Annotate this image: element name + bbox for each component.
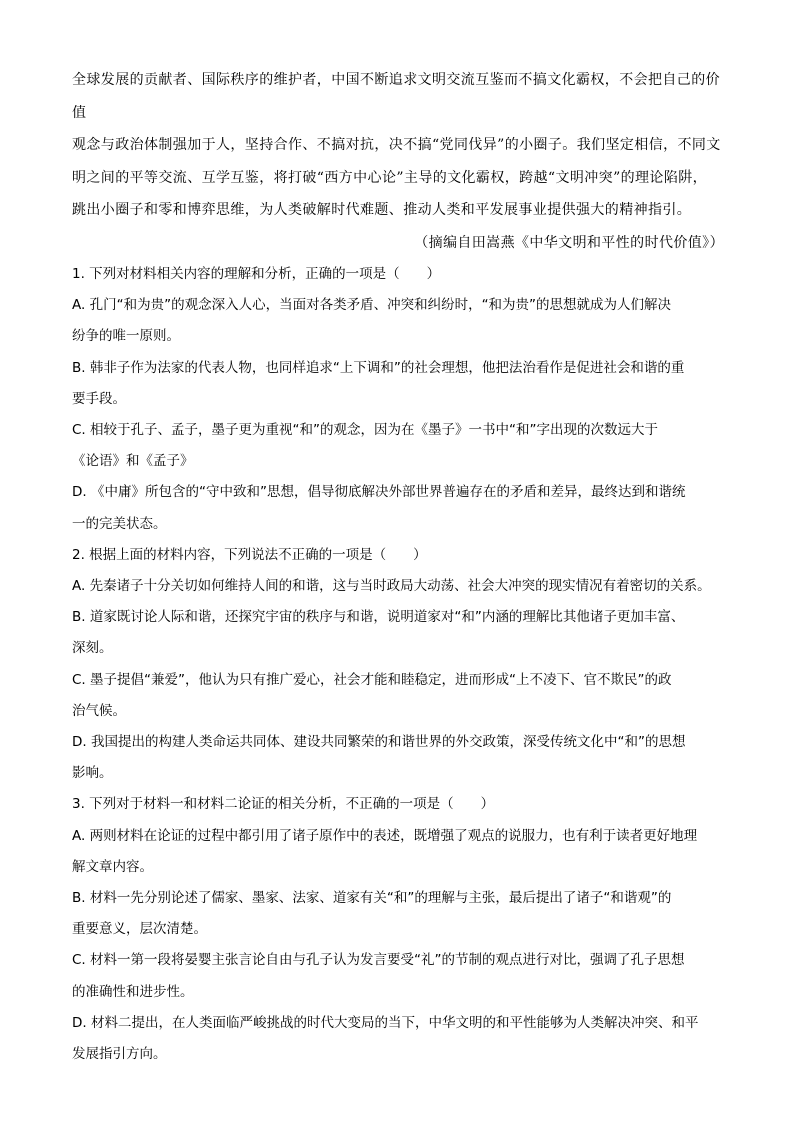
- option-line: A. 孔门“和为贵”的观念深入人心，当面对各类矛盾、冲突和纠纷时，“和为贵”的思想就成为人们解决: [72, 297, 672, 314]
- question-1: [72, 259, 724, 540]
- option-b: [72, 602, 724, 664]
- option-line: A. 先秦诸子十分关切如何维持人间的和谐，这与当时政局大动荡、社会大冲突的现实情况有着密切的关系。: [72, 578, 711, 595]
- option-line: 《论语》和《孟子》: [72, 453, 194, 470]
- option-line: C. 相较于孔子、孟子，墨子更为重视“和”的观念，因为在《墨子》一书中“和”字出现的次数远大于: [72, 422, 658, 439]
- question-stem: 2. 根据上面的材料内容，下列说法不正确的一项是（ ）: [72, 546, 427, 563]
- option-line: 重要意义，层次清楚。: [72, 921, 207, 938]
- option-line: 深刻。: [72, 640, 113, 657]
- option-c: [72, 945, 724, 1007]
- option-line: D. 《中庸》所包含的“守中致和”思想，倡导彻底解决外部世界普遍存在的矛盾和差异，最终达到和谐统: [72, 484, 686, 501]
- passage-excerpt: [72, 64, 724, 259]
- passage-line: 明之间的平等交流、互学互鉴，将打破“西方中心论”主导的文化霸权，跨越“文明冲突”的理论陷阱，: [72, 169, 708, 186]
- passage-line: 观念与政治体制强加于人，坚持合作、不搞对抗，决不搞“党同伐异”的小圈子。我们坚定相信，不同文: [72, 137, 721, 153]
- passage-line: 跳出小圈子和零和博弈思维，为人类破解时代难题、推动人类和平发展事业提供强大的精神指引。: [72, 202, 692, 218]
- question-3: [72, 789, 724, 1070]
- option-line: B. 材料一先分别论述了儒家、墨家、法家、道家有关“和”的理解与主张，最后提出了诸子“和谐观”的: [72, 890, 672, 907]
- option-line: 解文章内容。: [72, 858, 153, 875]
- question-stem: 3. 下列对于材料一和材料二论证的相关分析，不正确的一项是（ ）: [72, 796, 495, 813]
- option-line: D. 材料二提出，在人类面临严峻挑战的时代大变局的当下，中华文明的和平性能够为人类解决冲突、和平: [72, 1014, 699, 1031]
- option-a: [72, 290, 724, 352]
- option-line: C. 材料一第一段将晏婴主张言论自由与孔子认为发言要受“礼”的节制的观点进行对比，强调了孔子思想: [72, 952, 685, 969]
- option-line: C. 墨子提倡“兼爱”，他认为只有推广爱心，社会才能和睦稳定，进而形成“上不凌下、官不欺民”的政: [72, 671, 672, 688]
- question-2: [72, 540, 724, 790]
- option-d: [72, 1008, 724, 1070]
- option-line: 要手段。: [72, 390, 126, 407]
- option-line: B. 道家既讨论人际和谐，还探究宇宙的秩序与和谐，说明道家对“和”内涵的理解比其他诸子更加丰富、: [72, 609, 685, 626]
- option-line: A. 两则材料在论证的过程中都引用了诸子原作中的表述，既增强了观点的说服力，也有利于读者更好地理: [72, 827, 698, 844]
- option-line: 发展指引方向。: [72, 1046, 167, 1063]
- option-line: 一的完美状态。: [72, 515, 167, 532]
- document-page: [72, 64, 724, 1070]
- passage-source: （摘编自田嵩燕《中华文明和平性的时代价值》）: [414, 234, 724, 251]
- option-line: D. 我国提出的构建人类命运共同体、建设共同繁荣的和谐世界的外交政策，深受传统文化中“和”的思想: [72, 734, 686, 751]
- option-line: 纷争的唯一原则。: [72, 328, 180, 345]
- option-line: 影响。: [72, 765, 113, 782]
- option-c: [72, 665, 724, 727]
- option-b: [72, 883, 724, 945]
- option-c: [72, 415, 724, 477]
- option-d: [72, 727, 724, 789]
- passage-line: 全球发展的贡献者、国际秩序的维护者，中国不断追求文明交流互鉴而不搞文化霸权，不会把自己的价值: [72, 72, 720, 121]
- option-a: [72, 571, 724, 602]
- option-a: [72, 821, 724, 883]
- option-d: [72, 477, 724, 539]
- option-b: [72, 353, 724, 415]
- option-line: 的准确性和进步性。: [72, 983, 194, 1000]
- question-stem: 1. 下列对材料相关内容的理解和分析，正确的一项是（ ）: [72, 266, 441, 282]
- option-line: 治气候。: [72, 702, 126, 719]
- option-line: B. 韩非子作为法家的代表人物，也同样追求“上下调和”的社会理想，他把法治看作是促进社会和谐的重: [72, 359, 685, 376]
